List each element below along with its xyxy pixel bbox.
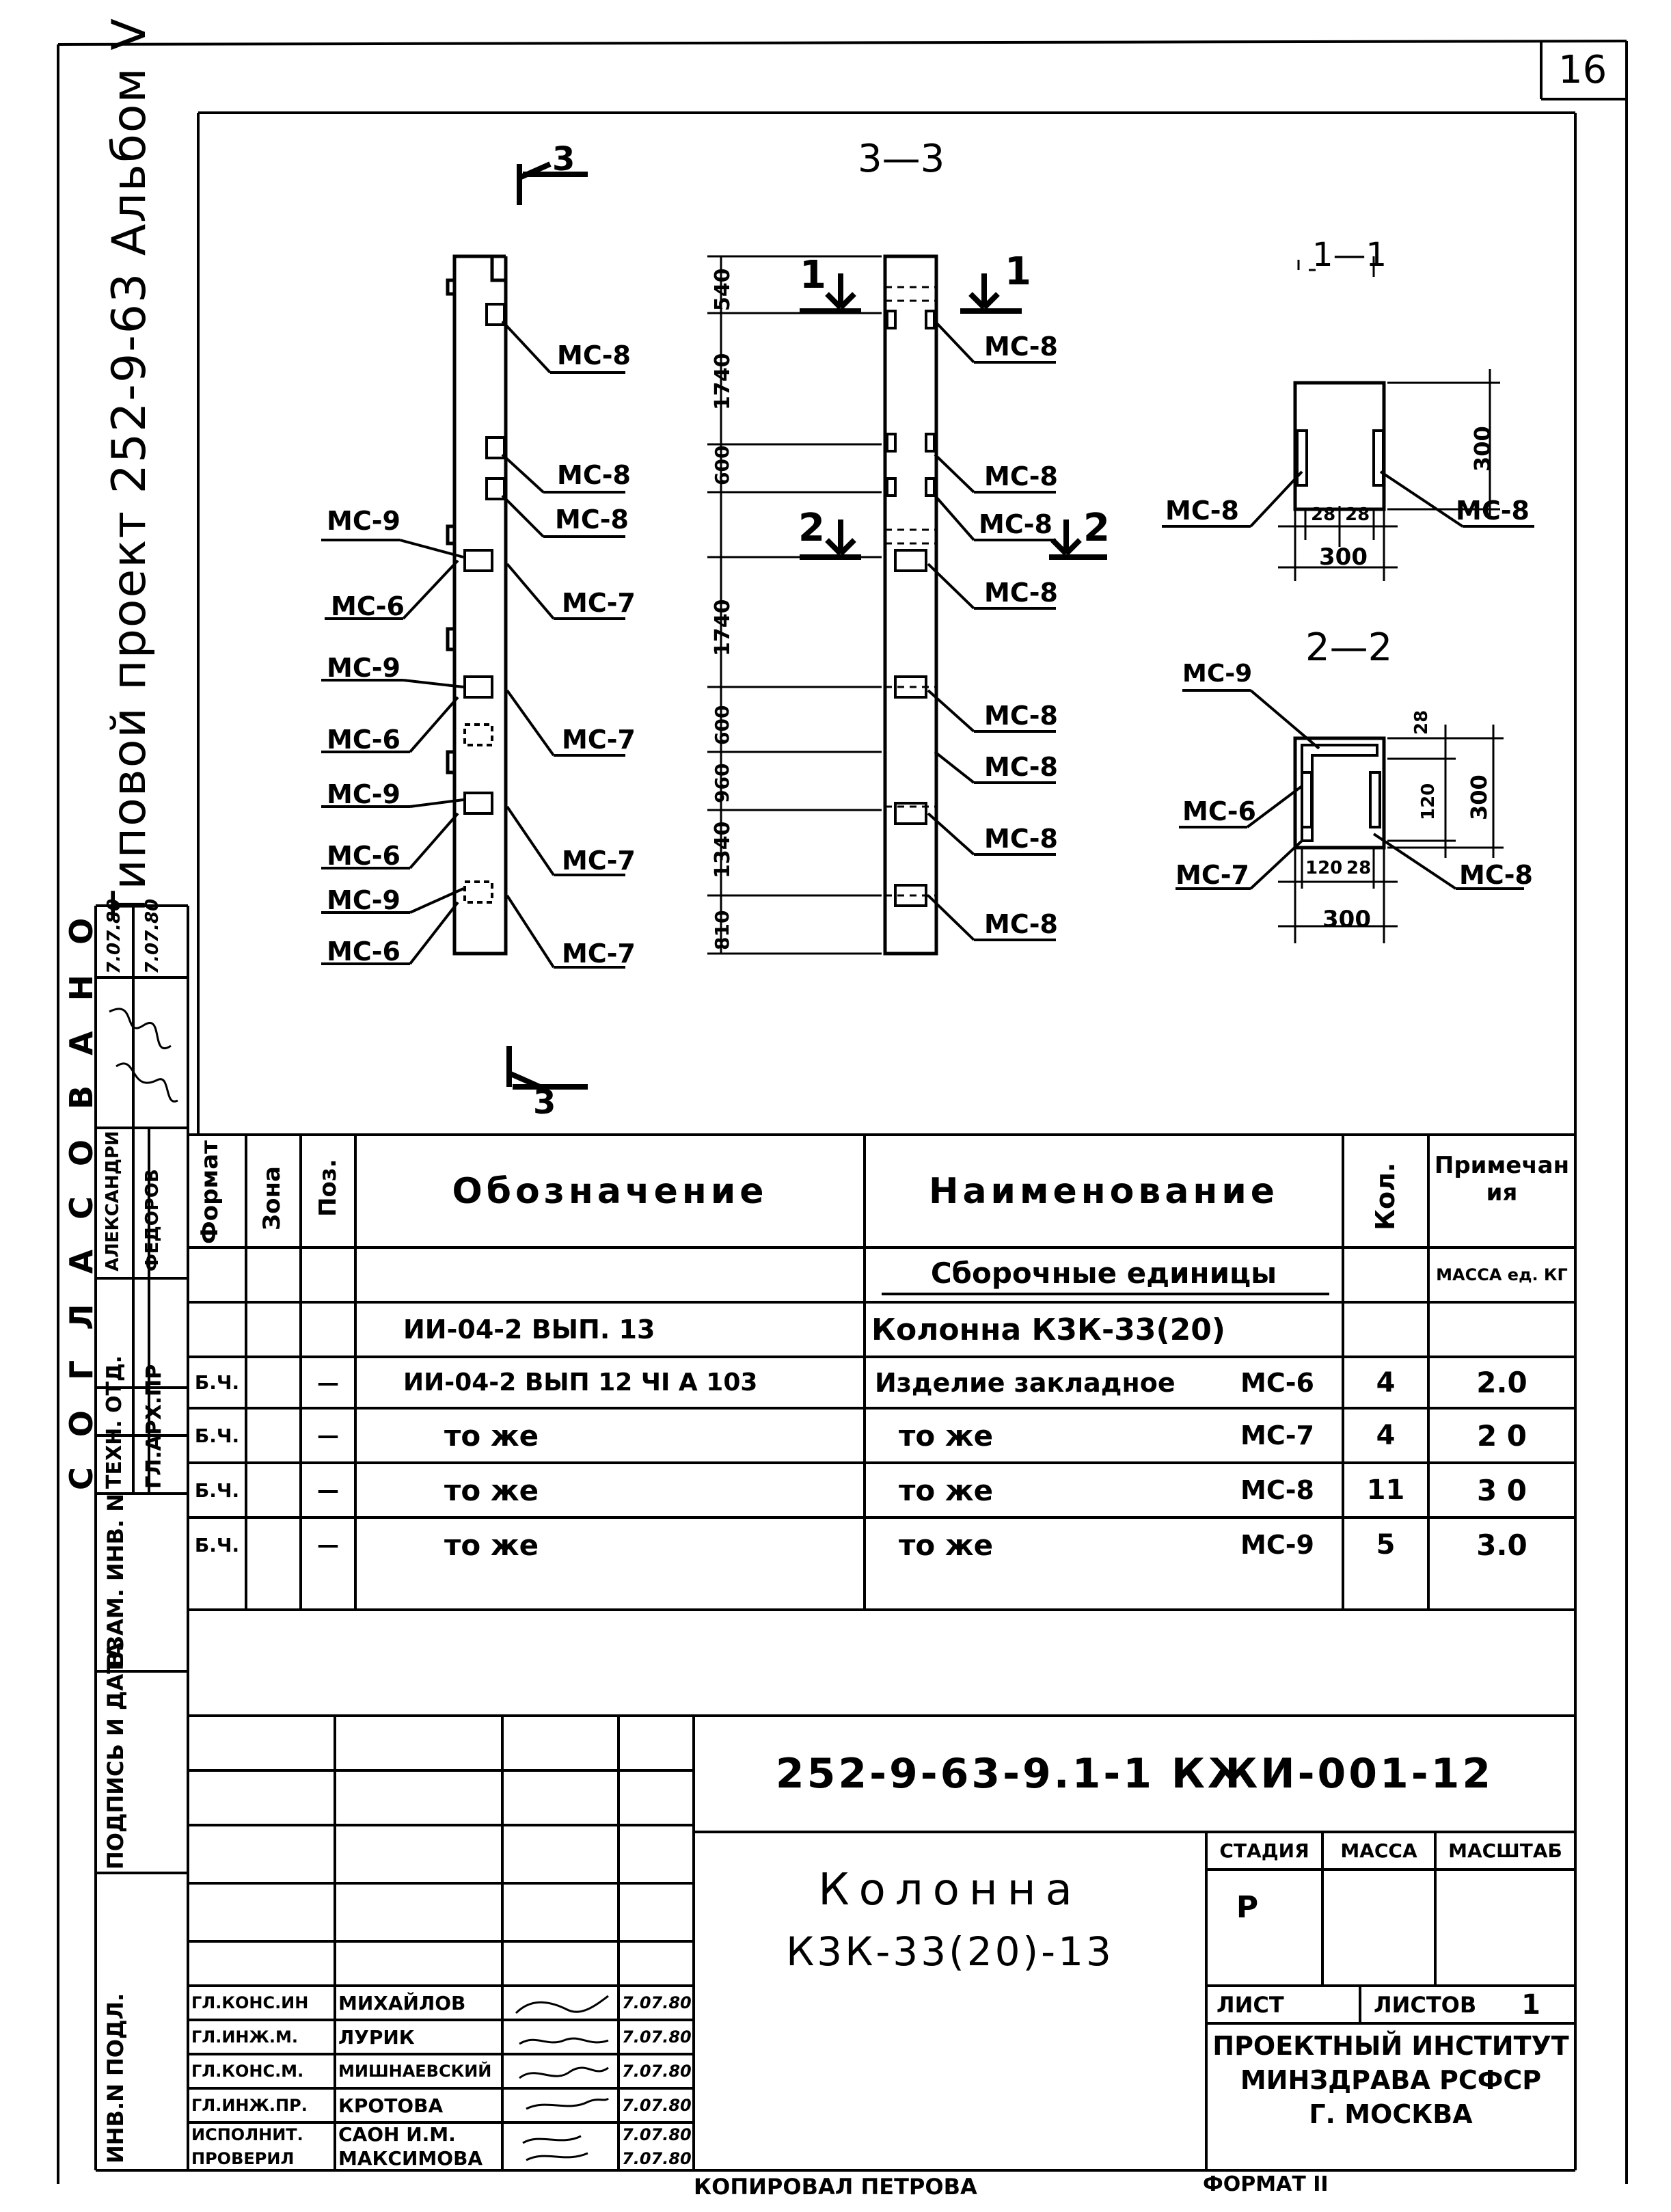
signer-role: ПРОВЕРИЛ [191, 2148, 295, 2168]
label-mc9: МС-9 [1182, 660, 1253, 688]
signer-role: ГЛ.ИНЖ.М. [191, 2027, 299, 2047]
spec-header-note: Примечания [1434, 1152, 1570, 1206]
org-line-1: ПРОЕКТНЫЙ ИНСТИТУТ [1212, 2030, 1569, 2061]
signer-role: ГЛ.КОНС.М. [191, 2062, 304, 2081]
label-mc7: МС-7 [562, 588, 636, 618]
dim-2-2-a: 120 [1305, 858, 1343, 878]
signer-date: 7.07.80 [622, 2148, 692, 2168]
label-mc7: МС-7 [1176, 860, 1249, 890]
label-mc8: МС-8 [984, 332, 1058, 362]
signer-role: ГЛ.ИНЖ.ПР. [191, 2096, 308, 2115]
table-row-pos: — [317, 1369, 339, 1396]
spec-header-pos: Поз. [314, 1159, 342, 1217]
dim-1-1-width: 300 [1319, 543, 1368, 571]
table-row-name: то же [899, 1418, 994, 1453]
sheets-value: 1 [1521, 1988, 1540, 2021]
signer-role: ГЛ.КОНС.ИН [191, 1993, 309, 2012]
dim-1-1-a: 28 [1311, 504, 1336, 525]
cut-mark-3-bottom: 3 [533, 1083, 556, 1122]
strip-podpis-data: ПОДПИСЬ И ДАТА [103, 1642, 128, 1870]
document-code: 252-9-63-9.1-1 КЖИ-001-12 [775, 1750, 1494, 1798]
org-line-2: МИНЗДРАВА РСФСР [1240, 2064, 1542, 2095]
table-row-designation: то же [444, 1418, 539, 1453]
label-mc9: МС-9 [327, 779, 400, 809]
spec-header-format: Формат [196, 1140, 223, 1244]
dim-1-1-b: 28 [1345, 504, 1370, 525]
table-row-name: Колонна К3К-33(20) [871, 1312, 1225, 1347]
table-row-designation: то же [444, 1473, 539, 1507]
format-label: ФОРМАТ II [1203, 2172, 1329, 2196]
dim-2-2-width: 300 [1322, 906, 1371, 933]
sheets-label: ЛИСТОВ [1374, 1991, 1477, 2018]
strip-vzam-inv: ВЗАМ. ИНВ. N [103, 1493, 128, 1668]
label-mc7: МС-7 [562, 939, 636, 969]
label-mc8: МС-8 [984, 909, 1058, 939]
label-mc8: МС-8 [557, 340, 631, 370]
signer-name: ЛУРИК [338, 2025, 415, 2049]
section-1-1-title: 1—1 [1312, 236, 1387, 274]
approval-date-2: 7.07.80 [142, 898, 163, 974]
approval-label: С О Г Л А С О В А Н О [63, 908, 100, 1490]
label-mc7: МС-7 [562, 725, 636, 755]
section-2-2-title: 2—2 [1305, 625, 1393, 670]
approval-role-1: ТЕХН. ОТД. [103, 1355, 126, 1489]
label-mc8: МС-8 [1456, 496, 1530, 526]
spec-header-qty: Кол. [1370, 1162, 1400, 1230]
approval-name-2: ФЕДОРОВ [142, 1169, 163, 1271]
label-mc6: МС-6 [327, 841, 400, 871]
section-3-3-title: 3—3 [858, 137, 945, 181]
table-row-pos: — [317, 1422, 339, 1448]
label-mc8: МС-8 [557, 460, 631, 490]
label-mc9: МС-9 [327, 885, 400, 915]
dim-2-2-b: 28 [1346, 858, 1372, 878]
mass-label: МАССА [1340, 1839, 1417, 1862]
label-mc8: МС-8 [984, 824, 1058, 854]
label-mc7: МС-7 [562, 846, 636, 876]
signer-date: 7.07.80 [622, 2096, 692, 2115]
signer-date: 7.07.80 [622, 2062, 692, 2081]
dim-1340: 1340 [711, 821, 735, 878]
spec-section-title: Сборочные единицы [930, 1256, 1277, 1290]
title-line-2: К3К-33(20)-13 [786, 1928, 1114, 1975]
dim-960: 960 [711, 763, 733, 803]
label-mc8: МС-8 [979, 509, 1052, 539]
table-row-format: Б.Ч. [194, 1424, 240, 1447]
approval-name-1: АЛЕКСАНДРИ [103, 1131, 123, 1271]
dim-2-2-top: 28 [1411, 710, 1432, 735]
label-mc6: МС-6 [327, 936, 400, 967]
signer-name: КРОТОВА [338, 2094, 444, 2117]
label-mc8: МС-8 [1459, 860, 1533, 890]
dim-810: 810 [711, 910, 733, 950]
label-mc9: МС-9 [327, 653, 400, 683]
org-line-3: Г. МОСКВА [1309, 2099, 1473, 2129]
table-row-mark: МС-8 [1240, 1475, 1314, 1505]
table-row-qty: 11 [1366, 1474, 1405, 1506]
table-row-designation: то же [444, 1528, 539, 1562]
dim-540: 540 [711, 268, 735, 311]
label-mc6: МС-6 [331, 591, 405, 621]
label-mc8: МС-8 [984, 752, 1058, 782]
table-row-note: 2 0 [1476, 1418, 1527, 1453]
table-row-note: 3.0 [1476, 1528, 1527, 1562]
dim-1740: 1740 [711, 353, 735, 410]
signer-name: САОН И.М. [338, 2123, 456, 2146]
signature-scribbles [506, 1873, 619, 2167]
table-row-designation: ИИ-04-2 ВЫП 12 ЧI А 103 [403, 1368, 758, 1397]
label-mc6: МС-6 [1182, 796, 1256, 826]
table-row-mark: МС-7 [1240, 1420, 1314, 1451]
dim-2-2-mid: 120 [1418, 783, 1439, 820]
label-mc8: МС-8 [984, 461, 1058, 491]
table-row-designation: ИИ-04-2 ВЫП. 13 [403, 1314, 655, 1345]
approval-role-2: ГЛ.АРХ.ПР [142, 1364, 166, 1489]
side-title: Типовой проект 252-9-63 Альбом V [103, 17, 157, 919]
copied-by: КОПИРОВАЛ ПЕТРОВА [694, 2174, 977, 2200]
dim-600: 600 [711, 705, 733, 745]
stage-value: Р [1236, 1889, 1259, 1925]
table-row-pos: — [317, 1532, 339, 1558]
table-row-qty: 4 [1376, 1366, 1396, 1399]
scale-label: МАСШТАБ [1448, 1839, 1562, 1862]
spec-header-designation: Обозначение [452, 1170, 768, 1212]
strip-inv-podl: ИНВ.N ПОДЛ. [103, 1993, 128, 2163]
dim-1740: 1740 [711, 599, 735, 656]
approval-date-1: 7.07.80 [104, 898, 124, 974]
approval-signature [96, 984, 188, 1121]
table-row-name: то же [899, 1473, 994, 1507]
table-row-note: 3 0 [1476, 1473, 1527, 1507]
cut-mark-1-left: 1 [800, 253, 826, 297]
label-mc6: МС-6 [327, 725, 400, 755]
signer-name: МИШНАЕВСКИЙ [338, 2062, 492, 2081]
cut-mark-2-right: 2 [1083, 506, 1110, 550]
sheet-label: ЛИСТ [1217, 1991, 1284, 2018]
signer-name: МИХАЙЛОВ [338, 1991, 466, 2014]
table-row-format: Б.Ч. [194, 1479, 240, 1502]
signer-name: МАКСИМОВА [338, 2147, 483, 2170]
label-mc9: МС-9 [327, 506, 400, 536]
table-row-format: Б.Ч. [194, 1371, 240, 1394]
dim-600: 600 [711, 445, 733, 485]
table-row-qty: 4 [1376, 1420, 1396, 1451]
label-mc8: МС-8 [555, 504, 629, 535]
spec-header-note-sub: МАССА ед. КГ [1436, 1265, 1568, 1284]
table-row-pos: — [317, 1477, 339, 1503]
label-mc8: МС-8 [1165, 496, 1239, 526]
table-row-name: Изделие закладное [875, 1367, 1176, 1398]
spec-header-name: Наименование [928, 1170, 1279, 1212]
title-line-1: Колонна [818, 1865, 1082, 1915]
stage-label: СТАДИЯ [1219, 1839, 1309, 1862]
table-row-format: Б.Ч. [194, 1533, 240, 1556]
dim-1-1-height: 300 [1469, 426, 1495, 472]
signer-date: 7.07.80 [622, 2125, 692, 2144]
spec-header-zone: Зона [258, 1166, 286, 1230]
signer-date: 7.07.80 [622, 1993, 692, 2012]
label-mc8: МС-8 [984, 701, 1058, 731]
table-row-note: 2.0 [1476, 1366, 1527, 1399]
signer-role: ИСПОЛНИТ. [191, 2125, 303, 2144]
table-row-mark: МС-6 [1240, 1367, 1314, 1398]
table-row-mark: МС-9 [1240, 1530, 1314, 1560]
dim-2-2-height: 300 [1466, 774, 1492, 820]
cut-mark-3-top: 3 [552, 140, 575, 178]
cut-mark-1-right: 1 [1005, 249, 1031, 294]
sheet-number: 16 [1558, 48, 1607, 92]
table-row-name: то же [899, 1528, 994, 1562]
signer-date: 7.07.80 [622, 2027, 692, 2047]
cut-mark-2-left: 2 [798, 506, 825, 550]
table-row-qty: 5 [1376, 1529, 1396, 1561]
label-mc8: МС-8 [984, 578, 1058, 608]
